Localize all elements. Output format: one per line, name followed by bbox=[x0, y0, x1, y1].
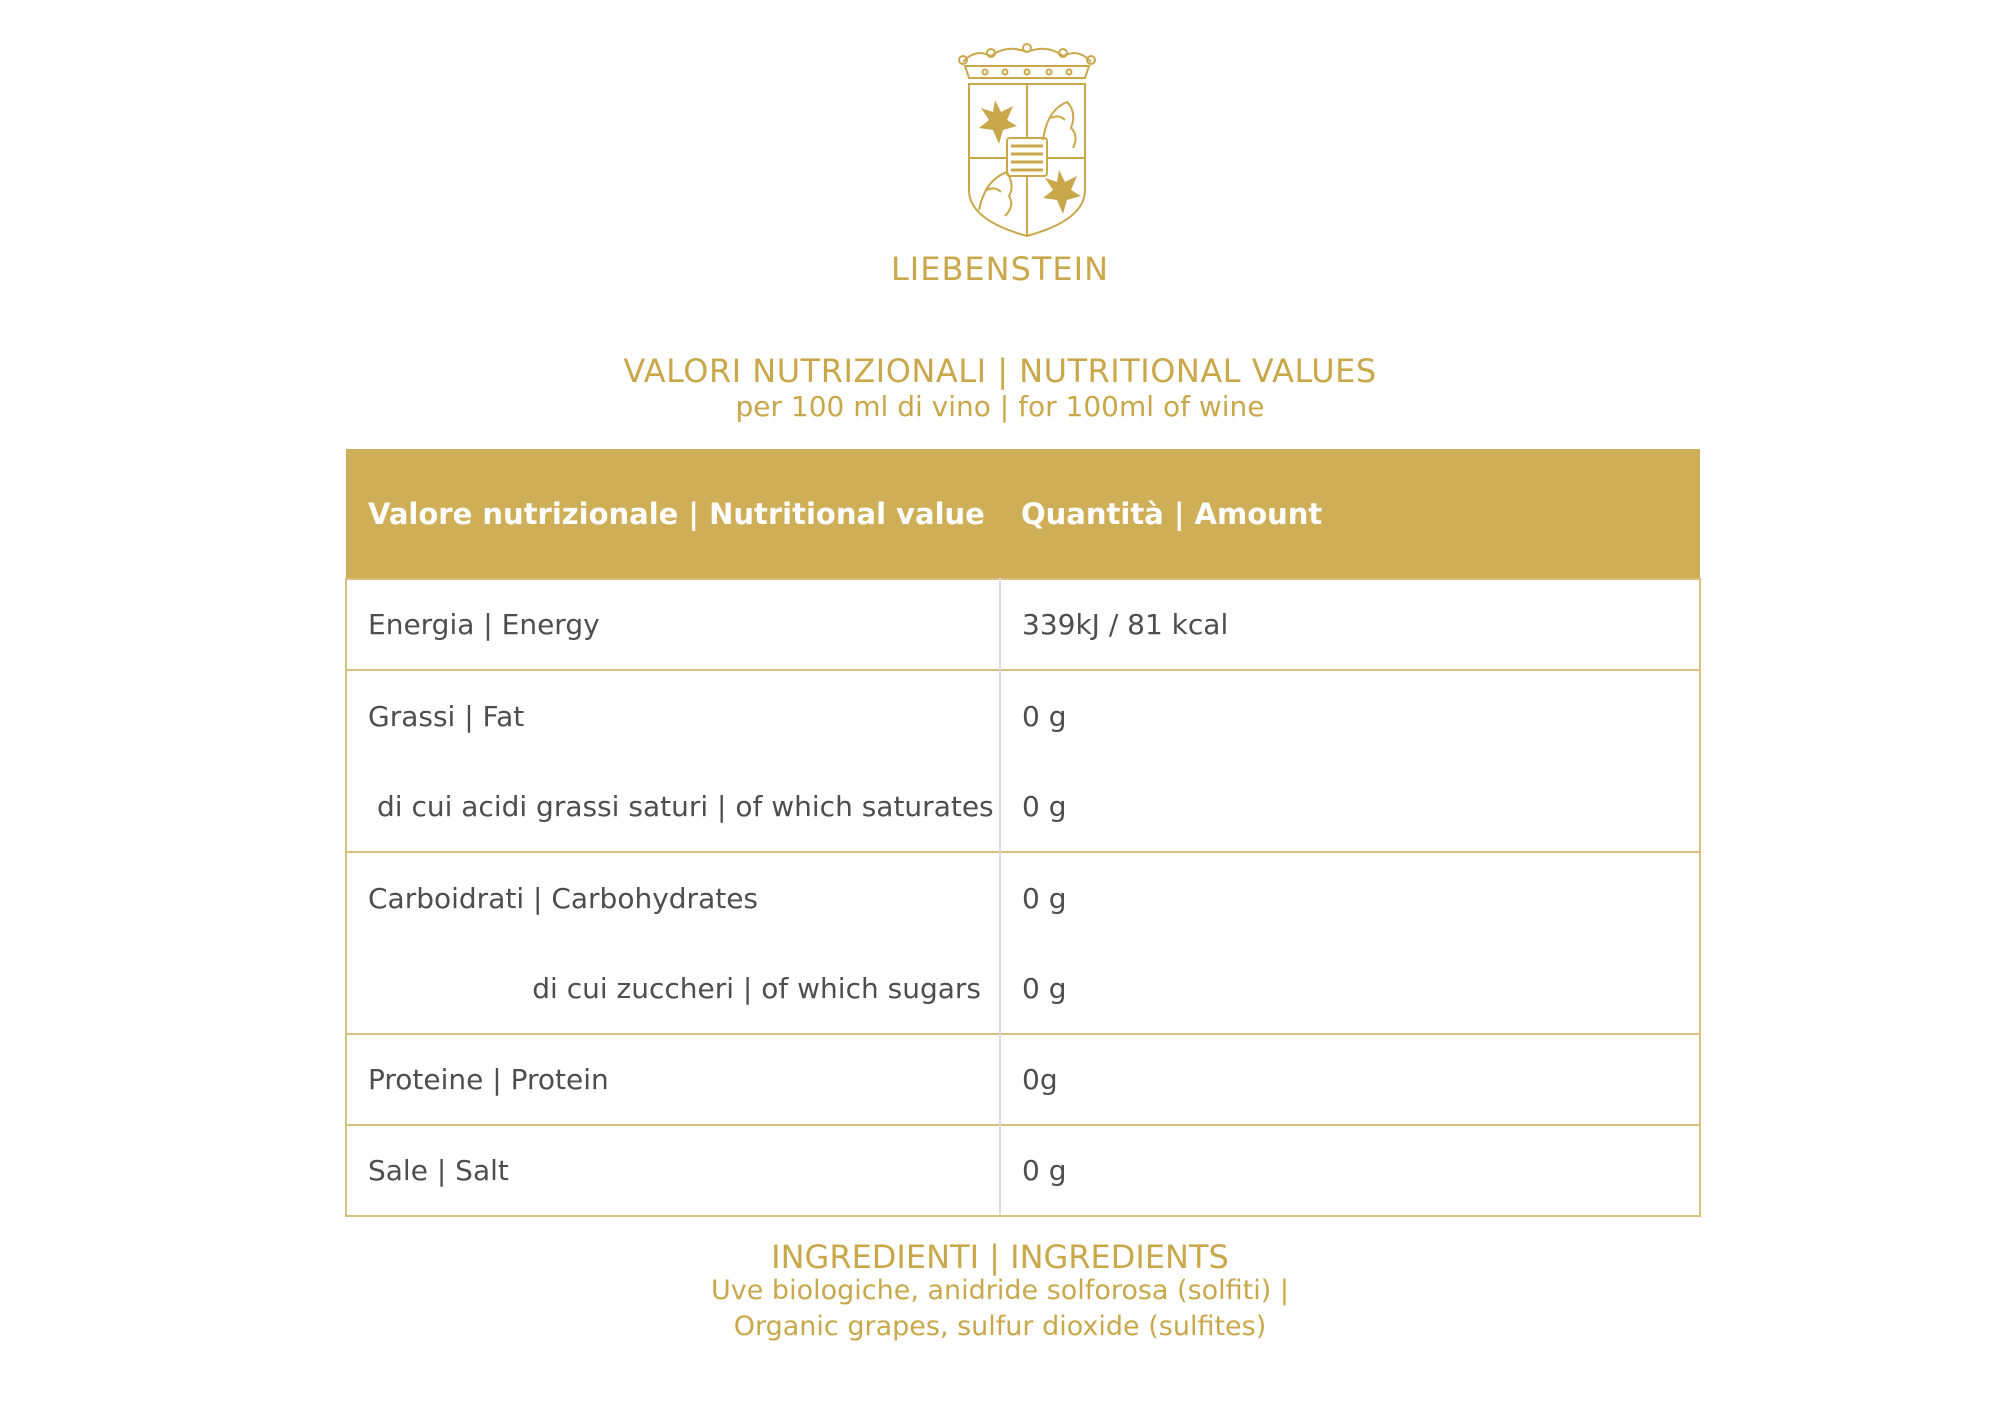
brand-name: LIEBENSTEIN bbox=[890, 250, 1110, 288]
table-row-carbohydrates bbox=[346, 852, 1700, 943]
coat-of-arms-icon bbox=[955, 40, 1100, 240]
row-label: Energia | Energy bbox=[346, 579, 1000, 670]
row-label: Grassi | Fat bbox=[346, 670, 1000, 761]
row-value: 0g bbox=[1000, 1034, 1700, 1125]
row-label: di cui acidi grassi saturi | of which saturates bbox=[346, 761, 1000, 852]
row-value: 0 g bbox=[1000, 670, 1700, 761]
table-row-protein bbox=[346, 1034, 1700, 1125]
table-row-fat bbox=[346, 670, 1700, 761]
row-label: di cui zuccheri | of which sugars bbox=[346, 943, 1000, 1034]
nutrition-table bbox=[345, 449, 1701, 1217]
nutrition-subtitle: per 100 ml di vino | for 100ml of wine bbox=[735, 390, 1265, 423]
ingredients-line-italian: Uve biologiche, anidride solforosa (solfiti) | bbox=[711, 1275, 1289, 1306]
table-row-energy bbox=[346, 579, 1700, 670]
row-label: Sale | Salt bbox=[346, 1125, 1000, 1216]
table-row-sugars bbox=[346, 943, 1700, 1034]
row-label: Proteine | Protein bbox=[346, 1034, 1000, 1125]
row-value: 0 g bbox=[1000, 943, 1700, 1034]
ingredients-title: INGREDIENTI | INGREDIENTS bbox=[771, 1238, 1229, 1276]
ingredients-line-english: Organic grapes, sulfur dioxide (sulfites) bbox=[733, 1311, 1267, 1342]
row-value: 0 g bbox=[1000, 1125, 1700, 1216]
row-value: 0 g bbox=[1000, 761, 1700, 852]
table-header-row bbox=[346, 449, 1700, 579]
table-row-saturates bbox=[346, 761, 1700, 852]
header-amount: Quantità | Amount bbox=[1000, 449, 1700, 579]
header-nutritional-value: Valore nutrizionale | Nutritional value bbox=[346, 449, 1000, 579]
row-value: 339kJ / 81 kcal bbox=[1000, 579, 1700, 670]
table-row-salt bbox=[346, 1125, 1700, 1216]
nutrition-title: VALORI NUTRIZIONALI | NUTRITIONAL VALUES bbox=[623, 352, 1377, 390]
row-value: 0 g bbox=[1000, 852, 1700, 943]
row-label: Carboidrati | Carbohydrates bbox=[346, 852, 1000, 943]
